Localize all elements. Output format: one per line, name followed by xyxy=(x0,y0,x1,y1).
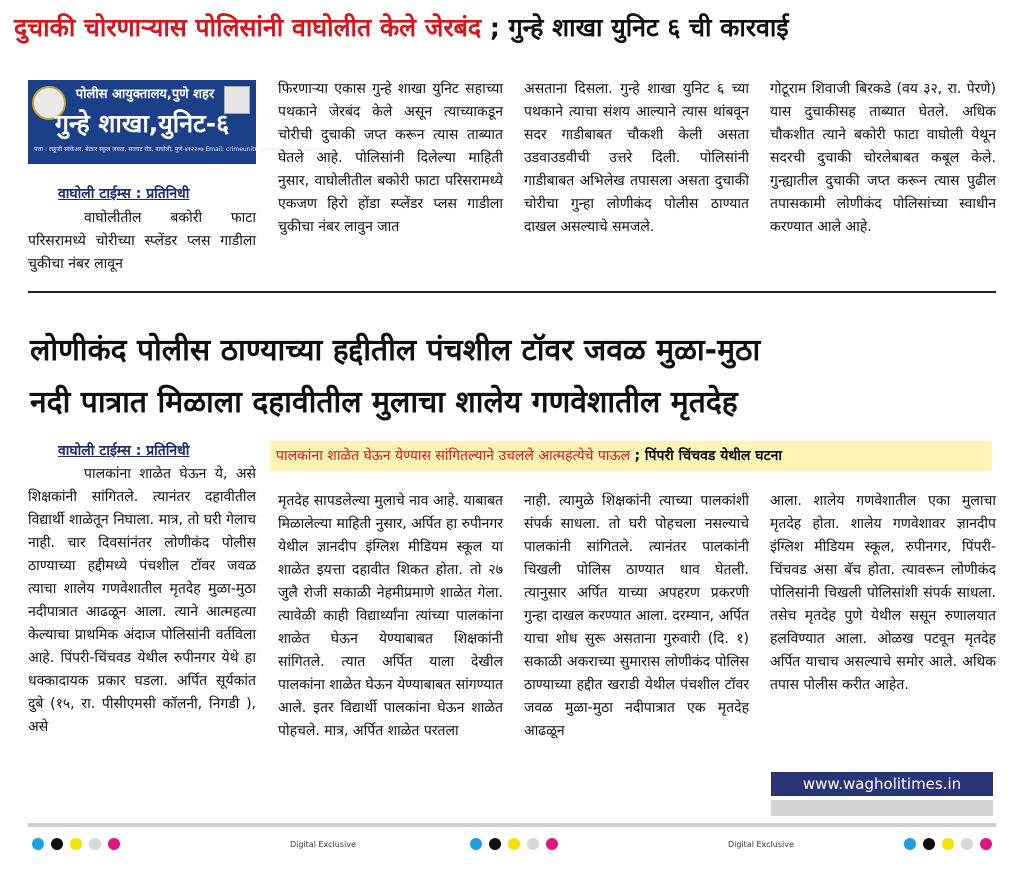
story2-column-2: मृतदेह सापडलेल्या मुलाचे नाव आहे. याबाबत मिळालेल्या माहिती नुसार, अर्पित हा रुपीनगर येथील ज्ञानदीप इंग्लिश मीडियम स्कूल या शाळेत इयत्ता दहावीत शिकत होता. तो २७ जुलै रोजी सकाळी नेहमीप्रमाणे शाळेत गेला. त्यावेळी काही विद्यार्थ्यांना त्यांच्या पालकांना शाळेत घेऊन येण्याबाबत शिक्षकांनी सांगितले. त्यात अर्पित याला देखील पालकांना शाळेत घेऊन येण्याबाबत सांगण्यात आले. इतर विद्यार्थी पालकांना घेऊन शाळेत पोहचले. मात्र, अर्पित शाळेत परतला xyxy=(278,493,503,739)
story1-column-3: असताना दिसला. गुन्हे शाखा युनिट ६ च्या पथकाने त्याचा संशय आल्याने त्यास थांबवून सदर गाडीबाबत चौकशी केली असता उडवाउडवीची उत्तरे दिली. पोलिसांनी गाडीबाबत अभिलेख तपासला असता दुचाकी चोरीचा गुन्हा लोणीकंद पोलीस ठाण्यात दाखल असल्याचे समजले. xyxy=(524,81,749,235)
section-divider xyxy=(28,291,996,293)
yellow-dot-icon xyxy=(70,838,82,850)
magenta-dot-icon xyxy=(546,838,558,850)
print-color-marks-center xyxy=(470,838,570,852)
banner-line-1: पोलीस आयुक्तालय,पुणे शहर xyxy=(75,87,215,102)
story1-column-2: फिरणाऱ्या एकास गुन्हे शाखा युनिट सहाच्या पथकाने जेरबंद केले असून त्याच्याकडून चोरीची दुचाकी जप्त करून त्यास ताब्यात घेतले आहे. पोलिसांनी दिलेल्या माहिती नुसार, वाघोलीतील बकोरी फाटा परिसरामध्ये एकजण हिरो होंडा स्प्लेंडर प्लस गाडीला चुकीचा नंबर लावुन जात xyxy=(278,81,503,235)
black-dot-icon xyxy=(923,838,935,850)
black-dot-icon xyxy=(489,838,501,850)
grey-strip xyxy=(771,800,993,816)
story2-byline: वाघोली टाईम्स : प्रतिनिधी xyxy=(58,443,190,459)
black-dot-icon xyxy=(51,838,63,850)
footer-rule xyxy=(28,823,996,827)
story2-subheadline xyxy=(270,441,992,471)
banner-line-3: पत्ता : लहूजी स्वकेअर, बेळार स्कूल जवळ, सालाट रोड, वाघोली, पुणे-४१२२०७ Email: crimeunit6.pune@mahapolice.gov.in xyxy=(34,146,337,153)
story1-headline xyxy=(14,10,1014,46)
website-link[interactable]: www.wagholitimes.in xyxy=(771,772,993,796)
story1-column-4: गोटूराम शिवाजी बिरकडे (वय ३२, रा. पेरणे) यास दुचाकीसह ताब्यात घेतले. अधिक चौकशीत त्याने बकोरी फाटा वाघोली येथून सदरची दुचाकी चोरलेबाबत कबूल केले. गुन्ह्यातील दुचाकी जप्त करून त्यास पुढील तपासकामी लोणीकंद पोलिसांच्या स्वाधीन करण्यात आले आहे. xyxy=(770,81,996,235)
magenta-dot-icon xyxy=(108,838,120,850)
grey-dot-icon xyxy=(89,838,101,850)
story1-byline: वाघोली टाईम्स : प्रतिनिधी xyxy=(58,186,190,202)
grey-dot-icon xyxy=(527,838,539,850)
story1-column-1: वाघोलीतील बकोरी फाटा परिसरामध्ये चोरीच्या स्प्लेंडर प्लस गाडीला चुकीचा नंबर लावून xyxy=(28,210,256,272)
footer-label-left: Digital Exclusive xyxy=(290,840,356,849)
cyan-dot-icon xyxy=(904,838,916,850)
yellow-dot-icon xyxy=(942,838,954,850)
print-color-marks-left xyxy=(32,838,132,852)
story2-headline xyxy=(30,325,1010,429)
story1-headline-main: दुचाकी चोरणाऱ्यास पोलिसांनी वाघोलीत केले जेरबंद xyxy=(14,13,482,42)
story1-headline-tag: ; गुन्हे शाखा युनिट ६ ची कारवाई xyxy=(489,13,789,42)
banner-line-2: गुन्हे शाखा,युनिट-६ xyxy=(54,109,230,138)
cyan-dot-icon xyxy=(32,838,44,850)
cyan-dot-icon xyxy=(470,838,482,850)
print-color-marks-right xyxy=(904,838,1004,852)
story2-subheadline-main: पालकांना शाळेत घेऊन येण्यास सांगितल्याने उचलले आत्महत्येचे पाऊल xyxy=(276,448,630,464)
crime-branch-banner xyxy=(28,80,337,164)
story2-column-4: आला. शालेय गणवेशातील एका मुलाचा मृतदेह होता. शालेय गणवेशावर ज्ञानदीप इंग्लिश मीडियम स्कूल, रुपीनगर, पिंपरी-चिंचवड असा बॅच होता. त्यावरून लोणीकंद पोलिसांनी चिखली पोलिसांशी संपर्क साधला. तसेच मृतदेह पुणे येथील ससून रुणालयात हलविण्यात आला. ओळख पटवून मृतदेह अर्पित याचाच असल्याचे समोर आले. अधिक तपास पोलीस करीत आहेत. xyxy=(770,493,996,693)
magenta-dot-icon xyxy=(980,838,992,850)
story2-column-3: नाही. त्यामुळे शिक्षकांनी त्याच्या पालकांशी संपर्क साधला. तो घरी पोहचला नसल्याचे पालकांनी सांगितले. त्यानंतर पालकांनी चिखली पोलिस ठाण्यात धाव घेतली. त्यानुसार अर्पित याच्या अपहरण प्रकरणी गुन्हा दाखल करण्यात आला. दरम्यान, अर्पित याचा शोध सुरू असताना गुरुवारी (दि. १) सकाळी अकराच्या सुमारास लोणीकंद पोलिस ठाण्याच्या हद्दीत खराडी येथील पंचशील टॉवर जवळ मुळा-मुठा नदीपात्रात एक मृतदेह आढळून xyxy=(524,493,749,739)
story2-headline-line-2: नदी पात्रात मिळाला दहावीतील मुलाचा शालेय गणवेशातील मृतदेह xyxy=(30,385,738,420)
yellow-dot-icon xyxy=(508,838,520,850)
story2-subheadline-tag: ; पिंपरी चिंचवड येथील घटना xyxy=(634,448,783,464)
grey-dot-icon xyxy=(961,838,973,850)
story2-headline-line-1: लोणीकंद पोलीस ठाण्याच्या हद्दीतील पंचशील टॉवर जवळ मुळा-मुठा xyxy=(30,333,761,368)
footer-label-right: Digital Exclusive xyxy=(728,840,794,849)
story2-column-1: पालकांना शाळेत घेऊन ये, असे शिक्षकांनी सांगितले. त्यानंतर दहावीतील विद्यार्थी शाळेतून निघाला. मात्र, तो घरी गेलाच नाही. चार दिवसांनंतर लोणीकंद पोलीस ठाण्याच्या हद्दीमध्ये पंचशील टॉवर जवळ त्याचा शालेय गणवेशातील मृतदेह मुळा-मुठा नदीपात्रात आढळून आला. त्याने आत्महत्या केल्याचा प्राथमिक अंदाज पोलिसांनी वर्तविला आहे. पिंपरी-चिंचवड येथील रुपीनगर येथे हा धक्कादायक प्रकार घडला. अर्पित सूर्यकांत दुबे (१५, रा. पीसीएमसी कॉलनी, निगडी ), असे xyxy=(28,466,256,735)
